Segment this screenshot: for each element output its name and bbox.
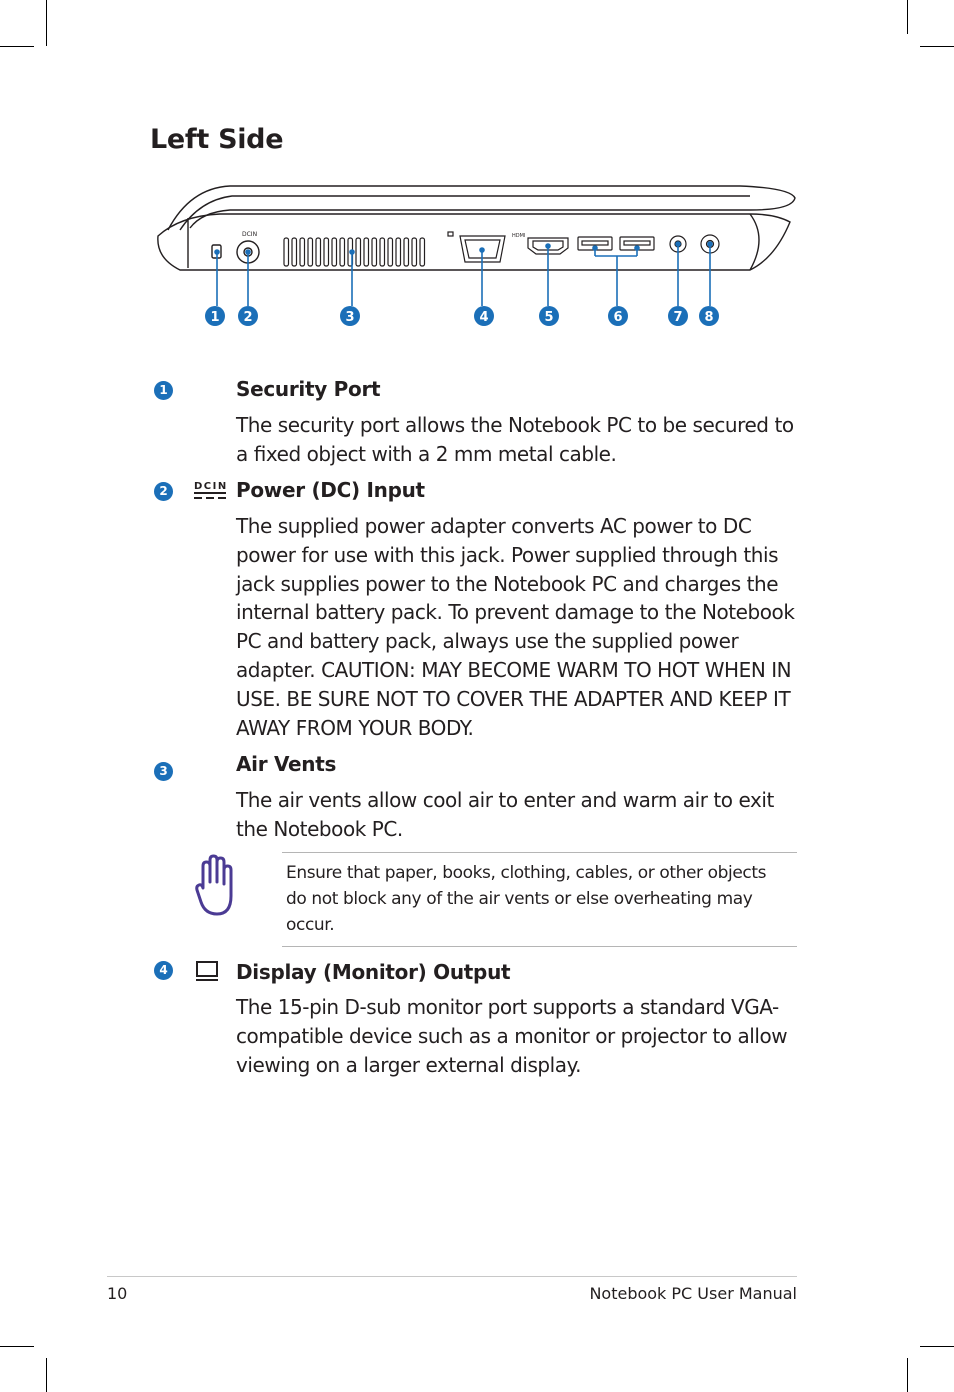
crop-mark (0, 46, 34, 47)
diagram-callout-6 (608, 306, 628, 326)
svg-text:7: 7 (673, 310, 683, 325)
dcin-icon (192, 479, 228, 501)
item-title-power-input: Power (DC) Input (236, 478, 425, 502)
crop-mark (46, 1358, 47, 1392)
hdmi-port-label: HDMI (512, 233, 526, 239)
hand-warning-icon (193, 852, 239, 918)
item-number-badge: 1 (154, 381, 173, 400)
crop-mark (920, 1346, 954, 1347)
svg-text:1: 1 (210, 310, 220, 325)
monitor-icon (195, 960, 219, 982)
svg-text:DCIN: DCIN (194, 481, 228, 492)
svg-text:2: 2 (243, 310, 253, 325)
svg-text:8: 8 (704, 310, 714, 325)
diagram-callout-8 (699, 306, 719, 326)
item-text-power-input: The supplied power adapter converts AC power to DC power for use with this jack. Power supplied through this jack supplies power to the Notebook PC and charges the internal battery pack. To prevent damage to the Notebook PC and battery pack, always use the supplied power adapter. CAUTION: MAY BECOME WARM TO HOT WHEN IN USE. BE SURE NOT TO COVER THE ADAPTER AND KEEP IT AWAY FROM YOUR BODY. (236, 514, 795, 740)
dcin-port-label: DCIN (242, 231, 258, 238)
crop-mark (907, 0, 908, 34)
item-text-security-port: The security port allows the Notebook PC to be secured to a ﬁxed object with a 2 mm metal cable. (236, 413, 794, 466)
item-title-display-output: Display (Monitor) Output (236, 960, 511, 984)
item-text-display-output: The 15-pin D-sub monitor port supports a standard VGA-compatible device such as a monitor or projector to allow viewing on a larger external display. (236, 995, 788, 1077)
air-vents-warning-note: Ensure that paper, books, clothing, cables, or other objects do not block any of the air vents or else overheating may occur. (286, 863, 767, 935)
item-number-badge: 2 (154, 482, 173, 501)
diagram-callout-5 (539, 306, 559, 326)
item-number-badge: 3 (154, 762, 173, 781)
crop-mark (907, 1358, 908, 1392)
crop-mark (0, 1346, 34, 1347)
svg-text:5: 5 (544, 310, 554, 325)
page-title: Left Side (150, 124, 284, 155)
footer-divider (107, 1276, 797, 1277)
laptop-left-side-diagram (150, 178, 810, 338)
note-bottom-divider (282, 946, 797, 947)
note-top-divider (282, 852, 797, 853)
item-title-security-port: Security Port (236, 377, 381, 401)
diagram-callout-2 (238, 306, 258, 326)
svg-text:3: 3 (345, 310, 355, 325)
diagram-callout-1 (205, 306, 225, 326)
diagram-callout-3 (340, 306, 360, 326)
svg-text:6: 6 (613, 310, 623, 325)
diagram-callout-4 (474, 306, 494, 326)
crop-mark (920, 46, 954, 47)
manual-name: Notebook PC User Manual (589, 1284, 797, 1303)
item-title-air-vents: Air Vents (236, 752, 337, 776)
crop-mark (46, 0, 47, 46)
svg-text:4: 4 (479, 310, 489, 325)
page-number: 10 (107, 1284, 128, 1303)
item-number-badge: 4 (154, 961, 173, 980)
diagram-callout-7 (668, 306, 688, 326)
item-text-air-vents: The air vents allow cool air to enter and warm air to exit the Notebook PC. (236, 788, 774, 841)
